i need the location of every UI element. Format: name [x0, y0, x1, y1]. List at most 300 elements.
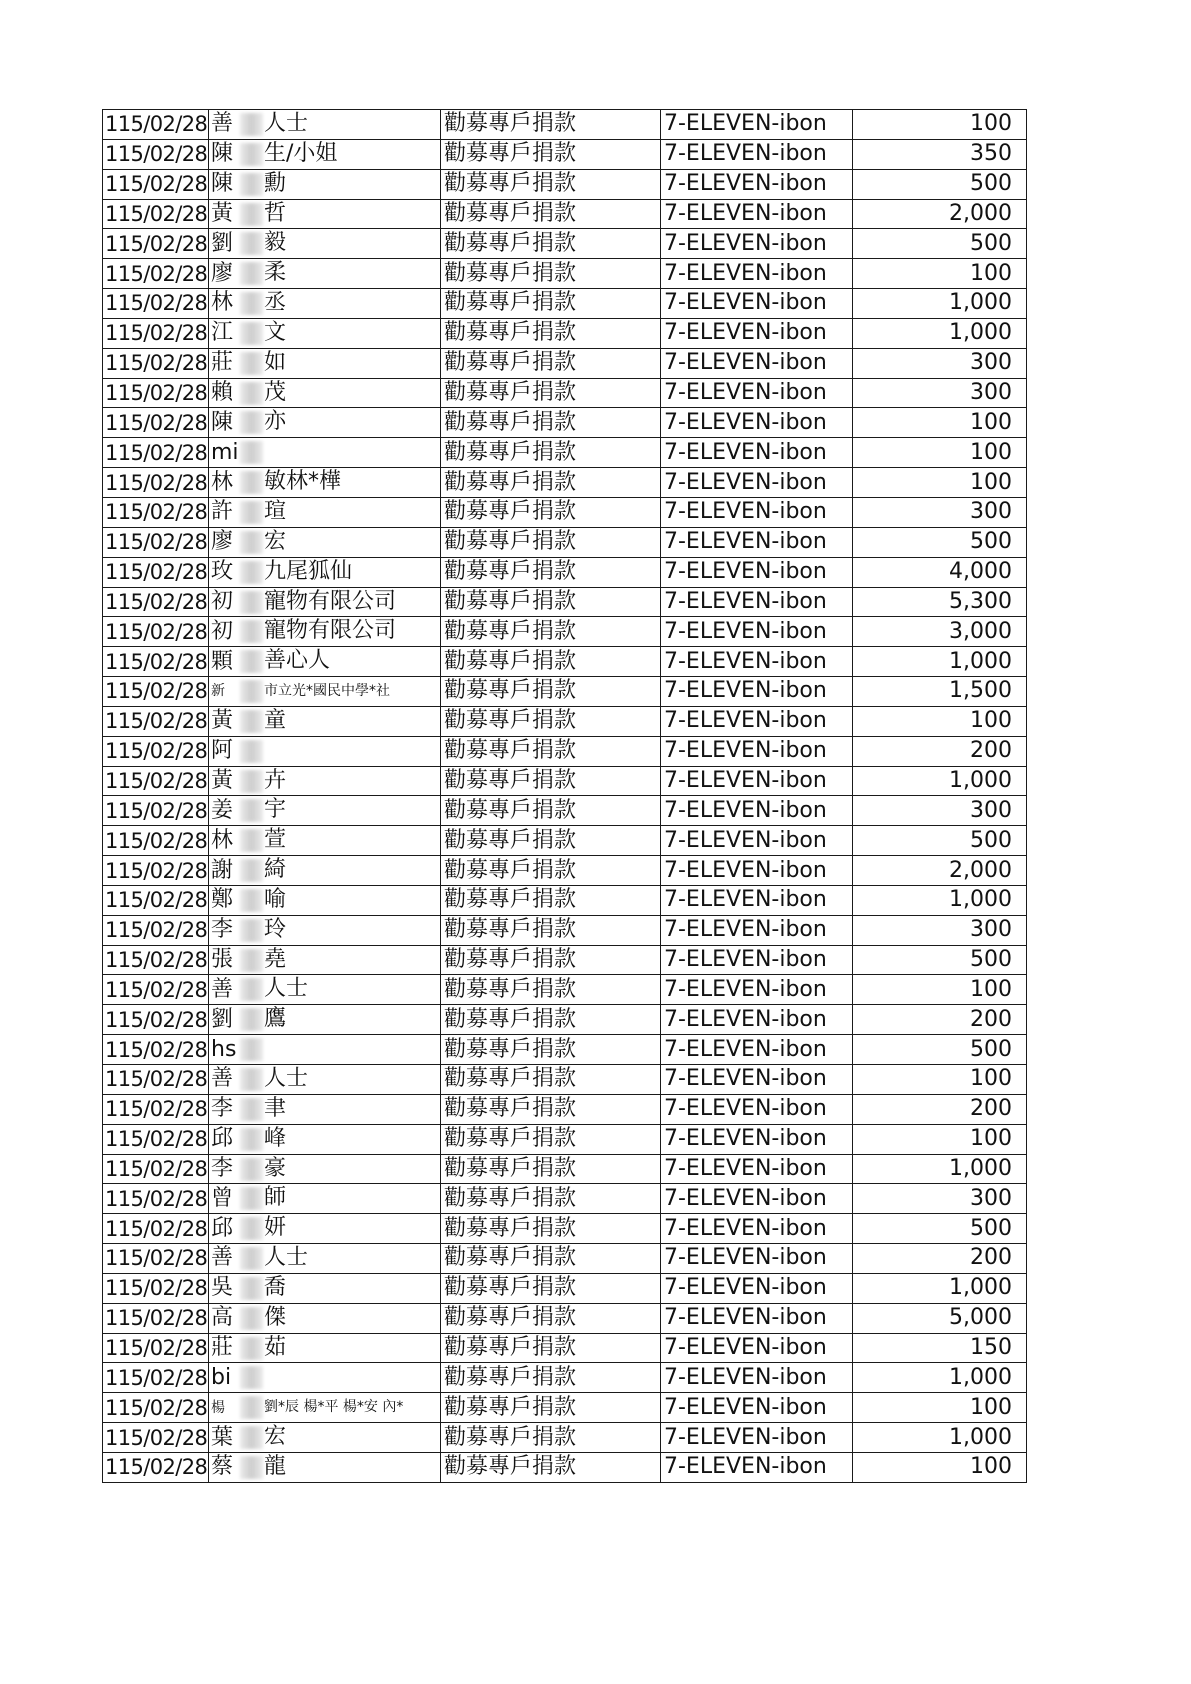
payment-channel: 7-ELEVEN-ibon — [661, 139, 853, 169]
donor-name-rest: 宏 — [264, 528, 287, 554]
table-row — [103, 110, 1027, 140]
payment-channel: 7-ELEVEN-ibon — [661, 229, 853, 259]
donation-item: 勸募專戶捐款 — [441, 1273, 661, 1303]
donor-name-rest: 師 — [264, 1185, 287, 1211]
payment-channel: 7-ELEVEN-ibon — [661, 408, 853, 438]
donation-date: 115/02/28 — [103, 289, 209, 319]
donation-amount: 500 — [853, 826, 1027, 856]
table-row — [103, 1273, 1027, 1303]
payment-channel: 7-ELEVEN-ibon — [661, 1005, 853, 1035]
donation-amount: 150 — [853, 1333, 1027, 1363]
redaction-blur — [240, 143, 263, 166]
donor-name-rest: 童 — [264, 707, 287, 733]
donor-name-rest: 聿 — [264, 1095, 287, 1121]
donor-name-visible: 邱 — [211, 1126, 234, 1152]
donor-name-visible: 邱 — [211, 1215, 234, 1241]
redaction-blur — [240, 411, 263, 434]
donor-name-visible: 江 — [211, 320, 234, 346]
donor-name-visible: 曾 — [211, 1185, 234, 1211]
donation-amount: 5,000 — [853, 1303, 1027, 1333]
donation-amount: 200 — [853, 1244, 1027, 1274]
donor-name-visible: 劉 — [211, 230, 234, 256]
donor-name-rest: 峰 — [264, 1125, 287, 1151]
donor-name — [209, 826, 441, 856]
donation-amount: 1,000 — [853, 289, 1027, 319]
donation-amount: 500 — [853, 229, 1027, 259]
table-row — [103, 1005, 1027, 1035]
donor-name — [209, 1333, 441, 1363]
donation-date: 115/02/28 — [103, 438, 209, 468]
donor-name — [209, 1452, 441, 1482]
donation-amount: 1,000 — [853, 1154, 1027, 1184]
donation-item: 勸募專戶捐款 — [441, 826, 661, 856]
donor-name-rest: 玲 — [264, 916, 287, 942]
donor-name-visible: 莊 — [211, 1335, 234, 1361]
donor-name — [209, 677, 441, 707]
donation-item: 勸募專戶捐款 — [441, 259, 661, 289]
payment-channel: 7-ELEVEN-ibon — [661, 318, 853, 348]
donation-item: 勸募專戶捐款 — [441, 199, 661, 229]
donation-date: 115/02/28 — [103, 796, 209, 826]
donation-amount: 1,000 — [853, 766, 1027, 796]
table-row — [103, 259, 1027, 289]
donation-item: 勸募專戶捐款 — [441, 856, 661, 886]
donor-name-rest: 瑄 — [264, 498, 287, 524]
payment-channel: 7-ELEVEN-ibon — [661, 1452, 853, 1482]
donation-date: 115/02/28 — [103, 1363, 209, 1393]
donation-item: 勸募專戶捐款 — [441, 766, 661, 796]
donation-amount: 2,000 — [853, 199, 1027, 229]
donor-name-visible: hs — [211, 1036, 237, 1062]
donor-name-visible: 黃 — [211, 200, 234, 226]
payment-channel: 7-ELEVEN-ibon — [661, 766, 853, 796]
table-row — [103, 915, 1027, 945]
table-row — [103, 1154, 1027, 1184]
redaction-blur — [240, 949, 263, 972]
donor-name-rest: 茹 — [264, 1334, 287, 1360]
donation-amount: 500 — [853, 169, 1027, 199]
table-row — [103, 348, 1027, 378]
donor-name-visible: 張 — [211, 947, 234, 973]
donation-date: 115/02/28 — [103, 408, 209, 438]
payment-channel: 7-ELEVEN-ibon — [661, 826, 853, 856]
table-row — [103, 1065, 1027, 1095]
donor-name-rest: 敏林*樺 — [264, 469, 342, 495]
redaction-blur — [240, 1008, 263, 1031]
table-row — [103, 1184, 1027, 1214]
redaction-blur — [240, 1307, 263, 1330]
donor-name — [209, 1363, 441, 1393]
table-row — [103, 468, 1027, 498]
donor-name-visible: 黃 — [211, 708, 234, 734]
donation-item: 勸募專戶捐款 — [441, 796, 661, 826]
table-row — [103, 229, 1027, 259]
payment-channel: 7-ELEVEN-ibon — [661, 259, 853, 289]
donation-item: 勸募專戶捐款 — [441, 139, 661, 169]
donor-name-visible: 陳 — [211, 409, 234, 435]
donor-name-rest: 九尾狐仙 — [264, 558, 353, 584]
donor-name — [209, 259, 441, 289]
redaction-blur — [240, 1098, 263, 1121]
donation-amount: 200 — [853, 1094, 1027, 1124]
donor-name-rest: 豪 — [264, 1155, 287, 1181]
donor-name — [209, 1154, 441, 1184]
donation-amount: 1,000 — [853, 1273, 1027, 1303]
payment-channel: 7-ELEVEN-ibon — [661, 796, 853, 826]
table-row — [103, 527, 1027, 557]
payment-channel: 7-ELEVEN-ibon — [661, 617, 853, 647]
redaction-blur — [240, 1217, 263, 1240]
donation-date: 115/02/28 — [103, 557, 209, 587]
donation-date: 115/02/28 — [103, 1124, 209, 1154]
donor-name-visible: 初 — [211, 618, 234, 644]
donor-name — [209, 1303, 441, 1333]
donation-amount: 1,000 — [853, 885, 1027, 915]
table-row — [103, 1214, 1027, 1244]
donation-date: 115/02/28 — [103, 1393, 209, 1423]
donation-item: 勸募專戶捐款 — [441, 438, 661, 468]
donor-name — [209, 438, 441, 468]
donor-name-visible: 林 — [211, 827, 234, 853]
table-row — [103, 1244, 1027, 1274]
donation-amount: 4,000 — [853, 557, 1027, 587]
donation-date: 115/02/28 — [103, 468, 209, 498]
donor-name — [209, 468, 441, 498]
donation-date: 115/02/28 — [103, 348, 209, 378]
donor-name-visible: 初 — [211, 588, 234, 614]
redaction-blur — [240, 1426, 263, 1449]
table-row — [103, 617, 1027, 647]
redaction-blur — [240, 1068, 263, 1091]
donor-name — [209, 199, 441, 229]
redaction-blur — [240, 650, 263, 673]
redaction-blur — [240, 531, 263, 554]
payment-channel: 7-ELEVEN-ibon — [661, 468, 853, 498]
donation-amount: 1,000 — [853, 1363, 1027, 1393]
donor-name-visible: 莊 — [211, 350, 234, 376]
donation-amount: 500 — [853, 527, 1027, 557]
donation-item: 勸募專戶捐款 — [441, 1452, 661, 1482]
payment-channel: 7-ELEVEN-ibon — [661, 497, 853, 527]
donor-name-rest: 人士 — [264, 1245, 309, 1271]
redaction-blur — [240, 799, 263, 822]
donor-name-visible: 黃 — [211, 767, 234, 793]
redaction-blur — [240, 173, 263, 196]
donor-name — [209, 318, 441, 348]
donor-name-rest: 綺 — [264, 857, 287, 883]
donation-item: 勸募專戶捐款 — [441, 1005, 661, 1035]
table-row — [103, 706, 1027, 736]
donation-item: 勸募專戶捐款 — [441, 1184, 661, 1214]
donation-item: 勸募專戶捐款 — [441, 885, 661, 915]
redaction-blur — [240, 1128, 263, 1151]
donor-name — [209, 229, 441, 259]
donation-date: 115/02/28 — [103, 617, 209, 647]
payment-channel: 7-ELEVEN-ibon — [661, 1333, 853, 1363]
donor-name-rest: 亦 — [264, 409, 287, 435]
donor-name-visible: 林 — [211, 290, 234, 316]
donor-name — [209, 885, 441, 915]
donation-amount: 1,000 — [853, 318, 1027, 348]
table-row — [103, 289, 1027, 319]
donor-name-visible: 善 — [211, 1066, 234, 1092]
donation-date: 115/02/28 — [103, 856, 209, 886]
redaction-blur — [240, 680, 263, 703]
donor-name — [209, 1005, 441, 1035]
redaction-blur — [240, 322, 263, 345]
table-row — [103, 945, 1027, 975]
donor-name — [209, 1094, 441, 1124]
payment-channel: 7-ELEVEN-ibon — [661, 527, 853, 557]
donation-date: 115/02/28 — [103, 169, 209, 199]
donation-date: 115/02/28 — [103, 945, 209, 975]
donation-date: 115/02/28 — [103, 1184, 209, 1214]
donation-amount: 300 — [853, 1184, 1027, 1214]
donor-name-rest: 萱 — [264, 827, 287, 853]
donation-item: 勸募專戶捐款 — [441, 1333, 661, 1363]
donation-date: 115/02/28 — [103, 318, 209, 348]
table-row — [103, 766, 1027, 796]
donation-amount: 300 — [853, 378, 1027, 408]
donor-name-rest: 堯 — [264, 946, 287, 972]
donation-item: 勸募專戶捐款 — [441, 915, 661, 945]
table-row — [103, 826, 1027, 856]
table-row — [103, 438, 1027, 468]
donation-item: 勸募專戶捐款 — [441, 527, 661, 557]
table-row — [103, 139, 1027, 169]
donor-name — [209, 1124, 441, 1154]
redaction-blur — [240, 232, 263, 255]
donation-item: 勸募專戶捐款 — [441, 706, 661, 736]
donor-name — [209, 557, 441, 587]
payment-channel: 7-ELEVEN-ibon — [661, 856, 853, 886]
donation-date: 115/02/28 — [103, 259, 209, 289]
table-row — [103, 856, 1027, 886]
payment-channel: 7-ELEVEN-ibon — [661, 1423, 853, 1453]
donor-name-rest: 寵物有限公司 — [264, 588, 397, 614]
donation-item: 勸募專戶捐款 — [441, 468, 661, 498]
donor-name — [209, 617, 441, 647]
payment-channel: 7-ELEVEN-ibon — [661, 1273, 853, 1303]
redaction-blur — [240, 113, 263, 136]
donation-amount: 200 — [853, 736, 1027, 766]
donation-date: 115/02/28 — [103, 139, 209, 169]
donor-name — [209, 110, 441, 140]
donor-name-visible: 劉 — [211, 1006, 234, 1032]
donation-item: 勸募專戶捐款 — [441, 1035, 661, 1065]
donation-date: 115/02/28 — [103, 826, 209, 856]
table-row — [103, 1035, 1027, 1065]
payment-channel: 7-ELEVEN-ibon — [661, 1035, 853, 1065]
donor-name-rest: 妍 — [264, 1215, 287, 1241]
table-row — [103, 647, 1027, 677]
donor-name-rest: 柔 — [264, 260, 287, 286]
table-row — [103, 885, 1027, 915]
donor-name — [209, 378, 441, 408]
table-row — [103, 557, 1027, 587]
donation-date: 115/02/28 — [103, 1214, 209, 1244]
payment-channel: 7-ELEVEN-ibon — [661, 1184, 853, 1214]
redaction-blur — [240, 1337, 263, 1360]
donation-date: 115/02/28 — [103, 915, 209, 945]
donor-name-rest: 如 — [264, 349, 287, 375]
donation-amount: 500 — [853, 1035, 1027, 1065]
donation-item: 勸募專戶捐款 — [441, 378, 661, 408]
donor-name — [209, 647, 441, 677]
donation-date: 115/02/28 — [103, 677, 209, 707]
payment-channel: 7-ELEVEN-ibon — [661, 378, 853, 408]
donation-amount: 100 — [853, 1124, 1027, 1154]
donor-name-visible: 姜 — [211, 797, 234, 823]
payment-channel: 7-ELEVEN-ibon — [661, 1303, 853, 1333]
donor-name-visible: 高 — [211, 1305, 234, 1331]
donation-amount: 100 — [853, 1452, 1027, 1482]
donation-date: 115/02/28 — [103, 1333, 209, 1363]
donor-name — [209, 1035, 441, 1065]
payment-channel: 7-ELEVEN-ibon — [661, 1393, 853, 1423]
redaction-blur — [240, 262, 263, 285]
donor-name-visible: 李 — [211, 1155, 234, 1181]
donor-name-rest: 丞 — [264, 290, 287, 316]
donor-name-rest: 勳 — [264, 170, 287, 196]
donor-name-rest: 人士 — [264, 976, 309, 1002]
donation-date: 115/02/28 — [103, 706, 209, 736]
donor-name — [209, 1273, 441, 1303]
table-row — [103, 796, 1027, 826]
payment-channel: 7-ELEVEN-ibon — [661, 885, 853, 915]
donor-name-rest: 鷹 — [264, 1006, 287, 1032]
donation-amount: 5,300 — [853, 587, 1027, 617]
donation-amount: 100 — [853, 259, 1027, 289]
donation-amount: 100 — [853, 110, 1027, 140]
table-row — [103, 587, 1027, 617]
donation-ledger-table — [102, 109, 1027, 1483]
payment-channel: 7-ELEVEN-ibon — [661, 438, 853, 468]
donation-date: 115/02/28 — [103, 975, 209, 1005]
payment-channel: 7-ELEVEN-ibon — [661, 945, 853, 975]
donation-amount: 100 — [853, 468, 1027, 498]
table-row — [103, 169, 1027, 199]
donor-name-rest: 劉*辰 楊*平 楊*安 內* — [264, 1399, 404, 1416]
donor-name-visible: 廖 — [211, 529, 234, 555]
donor-name-visible: 李 — [211, 917, 234, 943]
donor-name-rest: 市立光*國民中學*社 — [264, 683, 390, 700]
donor-name-rest: 傑 — [264, 1304, 287, 1330]
donor-name — [209, 1244, 441, 1274]
donor-name — [209, 289, 441, 319]
donor-name — [209, 408, 441, 438]
donor-name — [209, 1184, 441, 1214]
donation-item: 勸募專戶捐款 — [441, 647, 661, 677]
donor-name — [209, 587, 441, 617]
donation-item: 勸募專戶捐款 — [441, 1124, 661, 1154]
redaction-blur — [240, 1247, 263, 1270]
table-row — [103, 318, 1027, 348]
donor-name-visible: 玫 — [211, 559, 234, 585]
donation-date: 115/02/28 — [103, 587, 209, 617]
donation-item: 勸募專戶捐款 — [441, 289, 661, 319]
donation-item: 勸募專戶捐款 — [441, 497, 661, 527]
donation-item: 勸募專戶捐款 — [441, 557, 661, 587]
payment-channel: 7-ELEVEN-ibon — [661, 1244, 853, 1274]
donation-date: 115/02/28 — [103, 1273, 209, 1303]
redaction-blur — [240, 292, 263, 315]
payment-channel: 7-ELEVEN-ibon — [661, 587, 853, 617]
donation-item: 勸募專戶捐款 — [441, 1094, 661, 1124]
table-row — [103, 975, 1027, 1005]
donation-date: 115/02/28 — [103, 527, 209, 557]
donation-item: 勸募專戶捐款 — [441, 1393, 661, 1423]
donation-amount: 100 — [853, 438, 1027, 468]
payment-channel: 7-ELEVEN-ibon — [661, 1124, 853, 1154]
redaction-blur — [240, 740, 263, 763]
donor-name-visible: 賴 — [211, 380, 234, 406]
donor-name-rest: 文 — [264, 319, 287, 345]
donor-name — [209, 1214, 441, 1244]
donation-amount: 300 — [853, 348, 1027, 378]
donation-item: 勸募專戶捐款 — [441, 617, 661, 647]
donation-amount: 1,000 — [853, 647, 1027, 677]
table-row — [103, 1124, 1027, 1154]
redaction-blur — [240, 889, 263, 912]
donation-item: 勸募專戶捐款 — [441, 1154, 661, 1184]
donor-name-rest: 宇 — [264, 797, 287, 823]
donor-name-visible: 陳 — [211, 171, 234, 197]
donation-date: 115/02/28 — [103, 1005, 209, 1035]
payment-channel: 7-ELEVEN-ibon — [661, 706, 853, 736]
table-row — [103, 677, 1027, 707]
payment-channel: 7-ELEVEN-ibon — [661, 975, 853, 1005]
donation-item: 勸募專戶捐款 — [441, 1303, 661, 1333]
redaction-blur — [240, 382, 263, 405]
payment-channel: 7-ELEVEN-ibon — [661, 677, 853, 707]
donor-name-visible: 葉 — [211, 1424, 234, 1450]
donation-item: 勸募專戶捐款 — [441, 408, 661, 438]
donor-name — [209, 527, 441, 557]
payment-channel: 7-ELEVEN-ibon — [661, 557, 853, 587]
donor-name-visible: 林 — [211, 469, 234, 495]
table-row — [103, 199, 1027, 229]
donation-amount: 100 — [853, 1065, 1027, 1095]
redaction-blur — [240, 919, 263, 942]
redaction-blur — [240, 1277, 263, 1300]
payment-channel: 7-ELEVEN-ibon — [661, 110, 853, 140]
payment-channel: 7-ELEVEN-ibon — [661, 915, 853, 945]
payment-channel: 7-ELEVEN-ibon — [661, 1065, 853, 1095]
donor-name-visible: 陳 — [211, 141, 234, 167]
donation-date: 115/02/28 — [103, 1423, 209, 1453]
table-row — [103, 1303, 1027, 1333]
donation-item: 勸募專戶捐款 — [441, 318, 661, 348]
donation-date: 115/02/28 — [103, 378, 209, 408]
redaction-blur — [240, 829, 263, 852]
donation-date: 115/02/28 — [103, 497, 209, 527]
donor-name-rest: 喻 — [264, 886, 287, 912]
table-row — [103, 1333, 1027, 1363]
donor-name-rest: 茂 — [264, 379, 287, 405]
donation-item: 勸募專戶捐款 — [441, 587, 661, 617]
table-row — [103, 736, 1027, 766]
table-row — [103, 1094, 1027, 1124]
donation-amount: 100 — [853, 1393, 1027, 1423]
donation-item: 勸募專戶捐款 — [441, 1065, 661, 1095]
donation-amount: 1,000 — [853, 1423, 1027, 1453]
donor-name-visible: 蔡 — [211, 1454, 234, 1480]
donation-date: 115/02/28 — [103, 1154, 209, 1184]
redaction-blur — [240, 471, 263, 494]
donor-name — [209, 348, 441, 378]
donation-item: 勸募專戶捐款 — [441, 348, 661, 378]
